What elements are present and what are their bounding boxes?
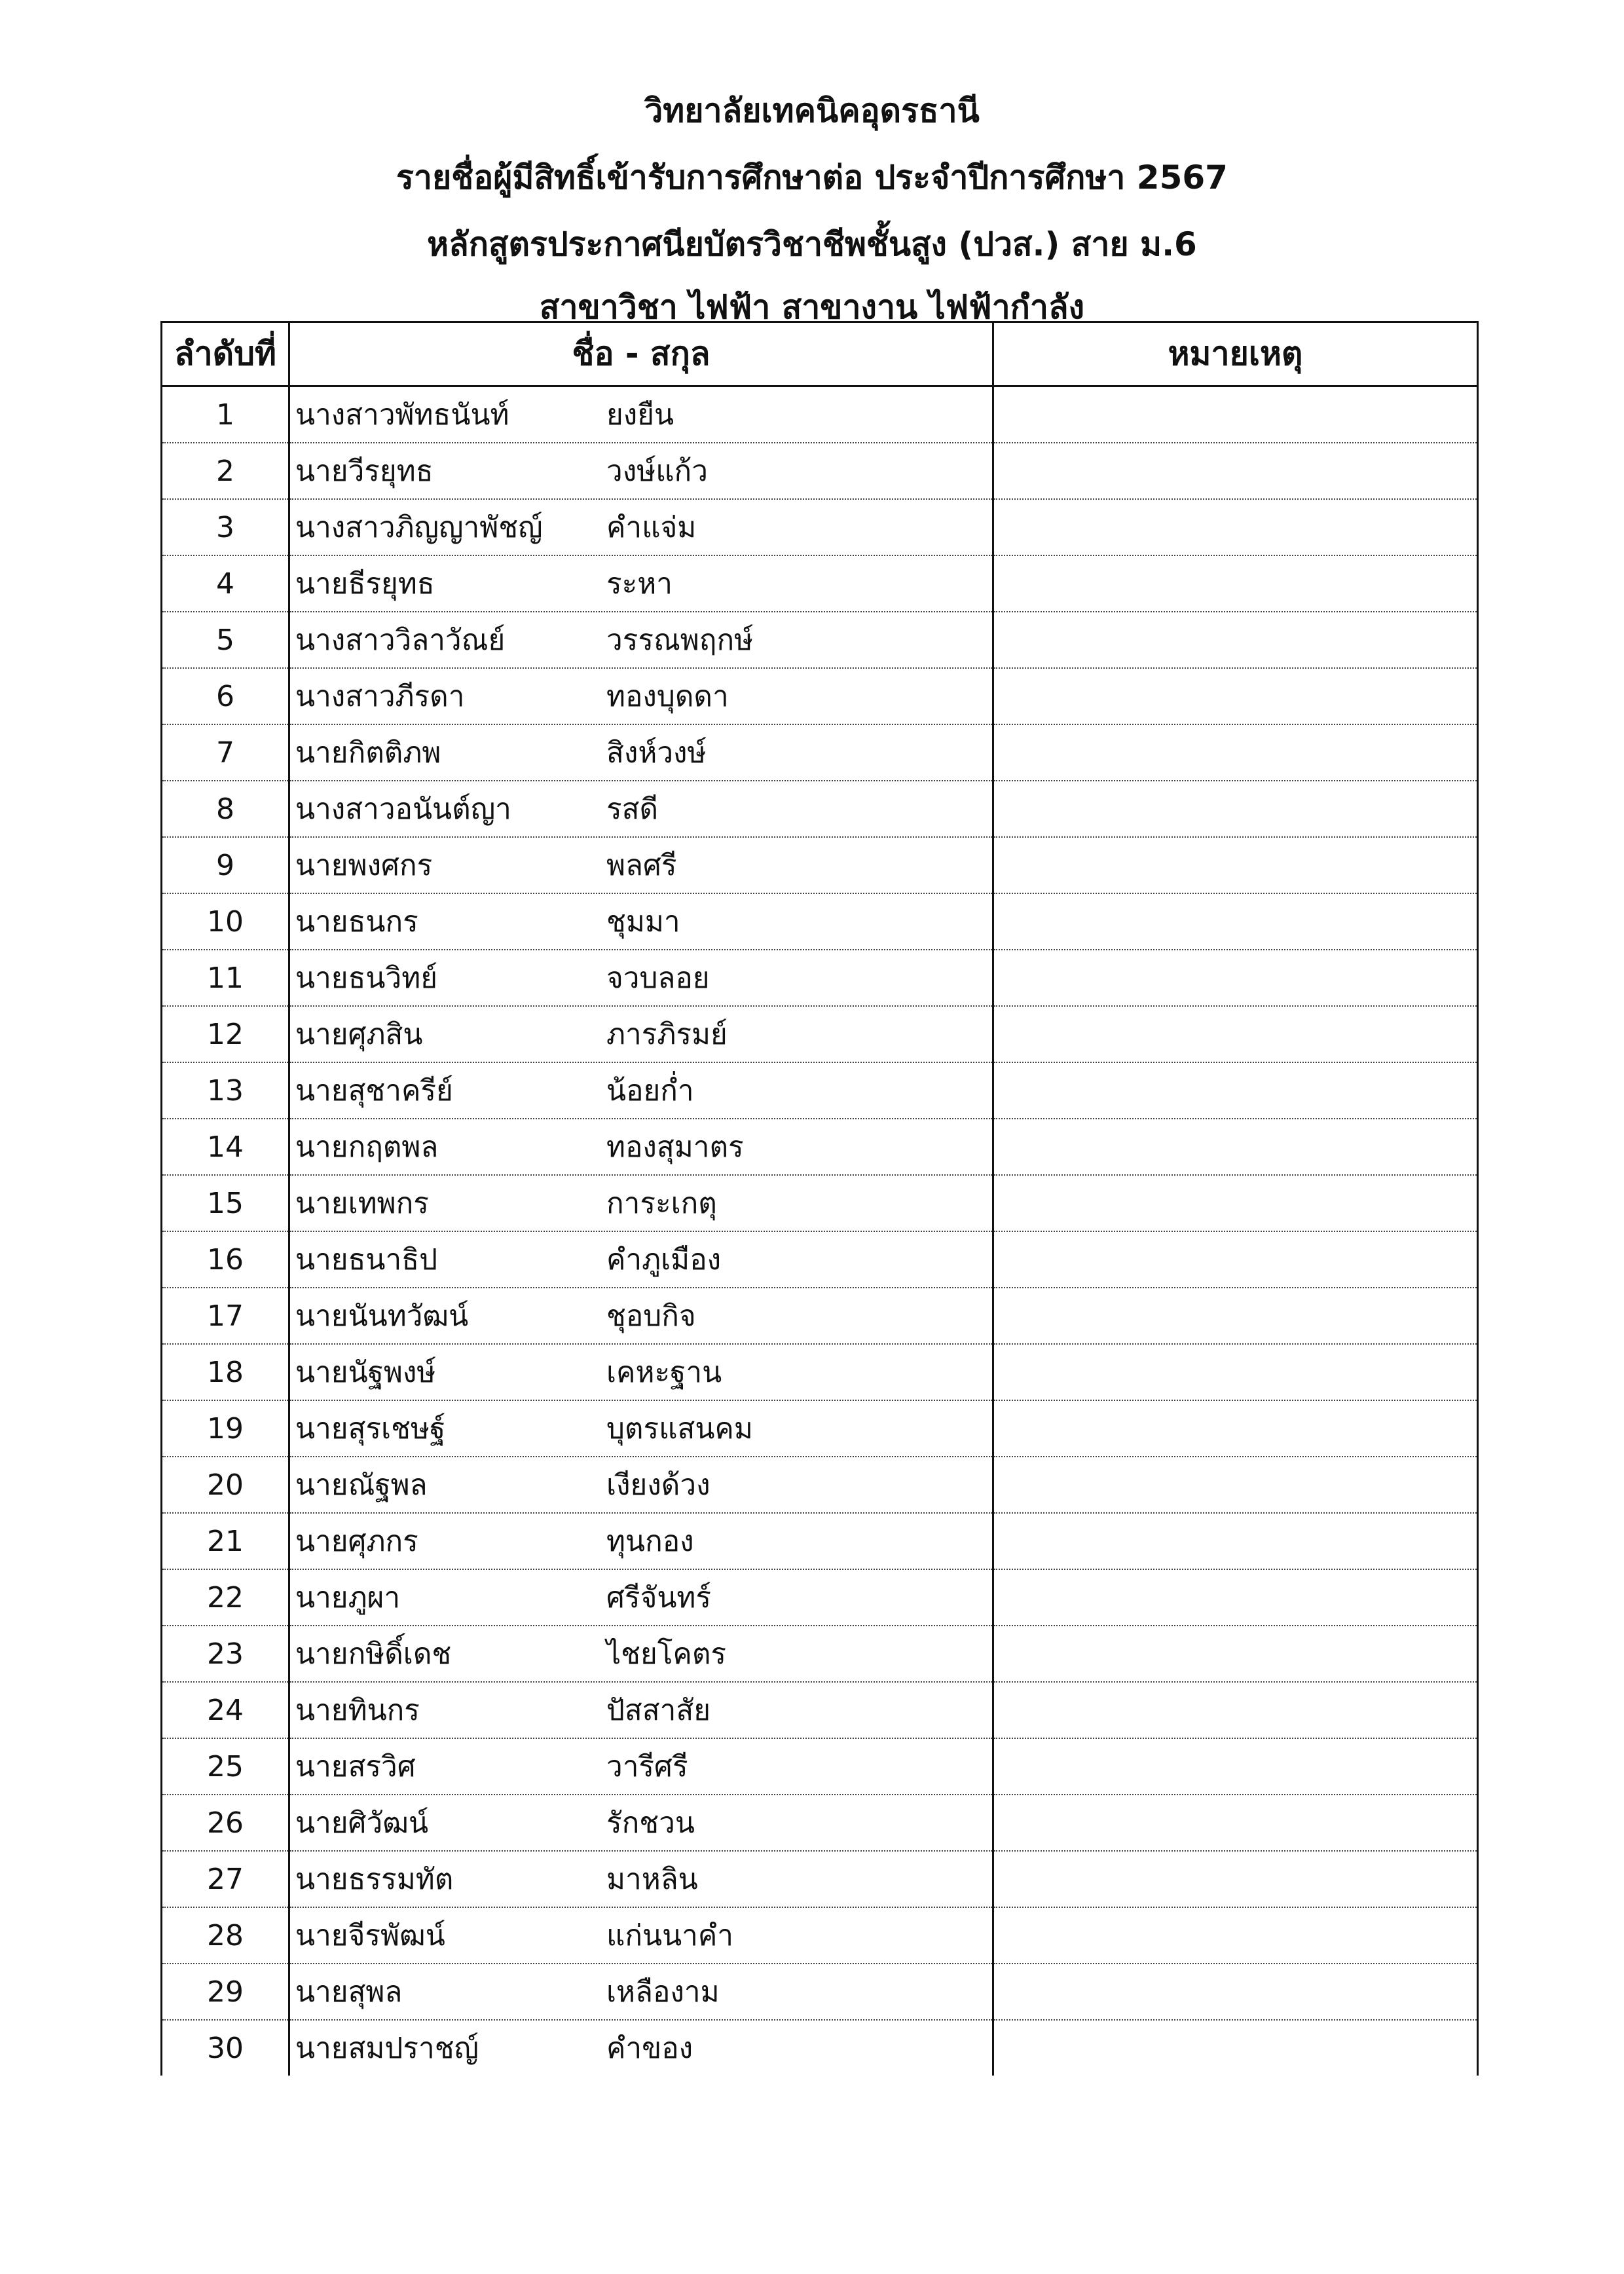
student-name (289, 443, 993, 499)
table-row (162, 1288, 1478, 1344)
last-name: รสดี (606, 792, 659, 826)
table-row (162, 1006, 1478, 1062)
column-header-note: หมายเหตุ (993, 322, 1478, 386)
table-row (162, 724, 1478, 781)
remark (993, 1626, 1478, 1682)
row-number: 19 (162, 1400, 289, 1457)
first-name: นายกฤตพล (295, 1130, 439, 1164)
remark (993, 1175, 1478, 1231)
table-row (162, 781, 1478, 837)
table-row (162, 1738, 1478, 1795)
row-number: 16 (162, 1231, 289, 1288)
table-row (162, 386, 1478, 443)
student-list-table (160, 321, 1479, 2076)
student-name (289, 1344, 993, 1400)
table-row (162, 1795, 1478, 1851)
student-name (289, 1400, 993, 1457)
remark (993, 1569, 1478, 1626)
first-name: นายวีรยุทธ (295, 455, 434, 488)
last-name: มาหลิน (606, 1863, 698, 1896)
student-name (289, 1682, 993, 1738)
student-name (289, 724, 993, 781)
first-name: นายทินกร (295, 1694, 420, 1727)
first-name: นายกิตติภพ (295, 736, 441, 770)
student-name (289, 1062, 993, 1119)
last-name: วรรณพฤกษ์ (606, 624, 754, 657)
row-number: 6 (162, 668, 289, 724)
row-number: 30 (162, 2020, 289, 2076)
table-row (162, 1400, 1478, 1457)
table-row (162, 1231, 1478, 1288)
last-name: คำของ (606, 2032, 693, 2065)
last-name: เหลืองาม (606, 1975, 720, 2009)
student-name (289, 1119, 993, 1175)
first-name: นายนันทวัฒน์ (295, 1299, 469, 1333)
student-name (289, 1964, 993, 2020)
student-name (289, 555, 993, 612)
first-name: นายสมปราชญ์ (295, 2032, 479, 2065)
last-name: แก่นนาคำ (606, 1919, 734, 1952)
last-name: วงษ์แก้ว (606, 455, 708, 488)
table-row (162, 1682, 1478, 1738)
first-name: นางสาวภิญญาพัชญ์ (295, 511, 543, 544)
first-name: นายธนกร (295, 905, 418, 939)
first-name: นายธนวิทย์ (295, 961, 437, 995)
first-name: นายจีรพัฒน์ (295, 1919, 445, 1952)
first-name: นางสาวอนันต์ญา (295, 792, 511, 826)
student-name (289, 1006, 993, 1062)
remark (993, 724, 1478, 781)
row-number: 2 (162, 443, 289, 499)
last-name: ชุอบกิจ (606, 1299, 696, 1333)
student-name (289, 1231, 993, 1288)
student-name (289, 1175, 993, 1231)
student-name (289, 612, 993, 668)
row-number: 28 (162, 1907, 289, 1964)
table-row (162, 1457, 1478, 1513)
table-row (162, 950, 1478, 1006)
last-name: ระหา (606, 567, 673, 601)
row-number: 15 (162, 1175, 289, 1231)
row-number: 5 (162, 612, 289, 668)
first-name: นางสาววิลาวัณย์ (295, 624, 506, 657)
student-name (289, 837, 993, 893)
remark (993, 2020, 1478, 2076)
document-header (0, 77, 1624, 337)
student-name (289, 781, 993, 837)
student-name (289, 386, 993, 443)
college-name: วิทยาลัยเทคนิคอุดรธานี (644, 92, 980, 130)
row-number: 12 (162, 1006, 289, 1062)
last-name: การะเกตุ (606, 1187, 717, 1220)
remark (993, 1457, 1478, 1513)
table-row (162, 443, 1478, 499)
row-number: 17 (162, 1288, 289, 1344)
student-name (289, 893, 993, 950)
remark (993, 668, 1478, 724)
row-number: 13 (162, 1062, 289, 1119)
list-title: รายชื่อผู้มีสิทธิ์เข้ารับการศึกษาต่อ ประจำปีการศึกษา 2567 (396, 158, 1228, 196)
remark (993, 386, 1478, 443)
first-name: นายสุรเชษฐ์ (295, 1412, 446, 1445)
row-number: 22 (162, 1569, 289, 1626)
last-name: คำแจ่ม (606, 511, 697, 544)
row-number: 10 (162, 893, 289, 950)
remark (993, 555, 1478, 612)
row-number: 3 (162, 499, 289, 555)
last-name: จวบลอย (606, 961, 710, 995)
student-name (289, 1626, 993, 1682)
first-name: นายสุชาครีย์ (295, 1074, 453, 1108)
row-number: 7 (162, 724, 289, 781)
student-name (289, 2020, 993, 2076)
row-number: 27 (162, 1851, 289, 1907)
table-row (162, 1851, 1478, 1907)
first-name: นายธนาธิป (295, 1243, 437, 1277)
remark (993, 1288, 1478, 1344)
first-name: นายศิวัฒน์ (295, 1806, 429, 1840)
student-name (289, 499, 993, 555)
last-name: ชุมมา (606, 905, 680, 939)
remark (993, 1119, 1478, 1175)
row-number: 8 (162, 781, 289, 837)
last-name: ศรีจันทร์ (606, 1581, 712, 1614)
row-number: 24 (162, 1682, 289, 1738)
row-number: 11 (162, 950, 289, 1006)
remark (993, 781, 1478, 837)
last-name: ทองสุมาตร (606, 1130, 744, 1164)
remark (993, 1513, 1478, 1569)
remark (993, 612, 1478, 668)
remark (993, 893, 1478, 950)
first-name: นายเทพกร (295, 1187, 429, 1220)
student-name (289, 668, 993, 724)
student-name (289, 1569, 993, 1626)
remark (993, 1062, 1478, 1119)
table-row (162, 2020, 1478, 2076)
table-header-row (162, 322, 1478, 386)
first-name: นายณัฐพล (295, 1468, 428, 1502)
student-name (289, 1907, 993, 1964)
row-number: 9 (162, 837, 289, 893)
first-name: นายสุพล (295, 1975, 403, 2009)
first-name: นายศุภสิน (295, 1018, 423, 1051)
first-name: นายธรรมทัต (295, 1863, 454, 1896)
table-row (162, 1175, 1478, 1231)
row-number: 26 (162, 1795, 289, 1851)
first-name: นายศุภกร (295, 1525, 418, 1558)
table-row (162, 499, 1478, 555)
remark (993, 837, 1478, 893)
first-name: นางสาวพัทธนันท์ (295, 398, 509, 432)
table-row (162, 1119, 1478, 1175)
remark (993, 1006, 1478, 1062)
student-name (289, 950, 993, 1006)
student-name (289, 1513, 993, 1569)
first-name: นายสรวิศ (295, 1750, 416, 1783)
student-name (289, 1288, 993, 1344)
last-name: วารีศรี (606, 1750, 688, 1783)
last-name: รักชวน (606, 1806, 695, 1840)
major-title: สาขาวิชา ไฟฟ้า สาขางาน ไฟฟ้ากำลัง (539, 288, 1085, 326)
first-name: นายกษิดิ์เดช (295, 1637, 452, 1671)
student-name (289, 1457, 993, 1513)
table-row (162, 837, 1478, 893)
table-row (162, 1569, 1478, 1626)
first-name: นายภูผา (295, 1581, 401, 1614)
first-name: นางสาวภีรดา (295, 680, 465, 713)
row-number: 4 (162, 555, 289, 612)
first-name: นายนัฐพงษ์ (295, 1356, 436, 1389)
last-name: ภารภิรมย์ (606, 1018, 728, 1051)
table-row (162, 1344, 1478, 1400)
first-name: นายพงศกร (295, 849, 433, 882)
remark (993, 443, 1478, 499)
table-row (162, 1964, 1478, 2020)
remark (993, 499, 1478, 555)
column-header-number: ลำดับที่ (162, 322, 289, 386)
student-name (289, 1738, 993, 1795)
table-row (162, 1062, 1478, 1119)
remark (993, 1851, 1478, 1907)
table-row (162, 893, 1478, 950)
row-number: 23 (162, 1626, 289, 1682)
last-name: น้อยก่ำ (606, 1074, 694, 1108)
last-name: ปัสสาสัย (606, 1694, 710, 1727)
row-number: 20 (162, 1457, 289, 1513)
last-name: ยงยืน (606, 398, 674, 432)
row-number: 14 (162, 1119, 289, 1175)
remark (993, 1964, 1478, 2020)
first-name: นายธีรยุทธ (295, 567, 435, 601)
remark (993, 1400, 1478, 1457)
last-name: ทุนกอง (606, 1525, 694, 1558)
remark (993, 1907, 1478, 1964)
last-name: พลศรี (606, 849, 677, 882)
remark (993, 950, 1478, 1006)
table-row (162, 1513, 1478, 1569)
column-header-name: ชื่อ - สกุล (289, 322, 993, 386)
last-name: คำภูเมือง (606, 1243, 722, 1277)
remark (993, 1795, 1478, 1851)
row-number: 1 (162, 386, 289, 443)
table-row (162, 668, 1478, 724)
row-number: 29 (162, 1964, 289, 2020)
last-name: บุตรแสนคม (606, 1412, 753, 1445)
table-row (162, 1626, 1478, 1682)
program-title: หลักสูตรประกาศนียบัตรวิชาชีพชั้นสูง (ปวส.) สาย ม.6 (427, 225, 1197, 263)
row-number: 21 (162, 1513, 289, 1569)
remark (993, 1682, 1478, 1738)
table-row (162, 1907, 1478, 1964)
student-name (289, 1795, 993, 1851)
last-name: เคหะฐาน (606, 1356, 722, 1389)
row-number: 18 (162, 1344, 289, 1400)
remark (993, 1344, 1478, 1400)
remark (993, 1231, 1478, 1288)
row-number: 25 (162, 1738, 289, 1795)
last-name: เงียงด้วง (606, 1468, 710, 1502)
last-name: ไชยโคตร (606, 1637, 727, 1671)
table-row (162, 555, 1478, 612)
last-name: สิงห์วงษ์ (606, 736, 707, 770)
remark (993, 1738, 1478, 1795)
table-row (162, 612, 1478, 668)
last-name: ทองบุดดา (606, 680, 729, 713)
student-name (289, 1851, 993, 1907)
